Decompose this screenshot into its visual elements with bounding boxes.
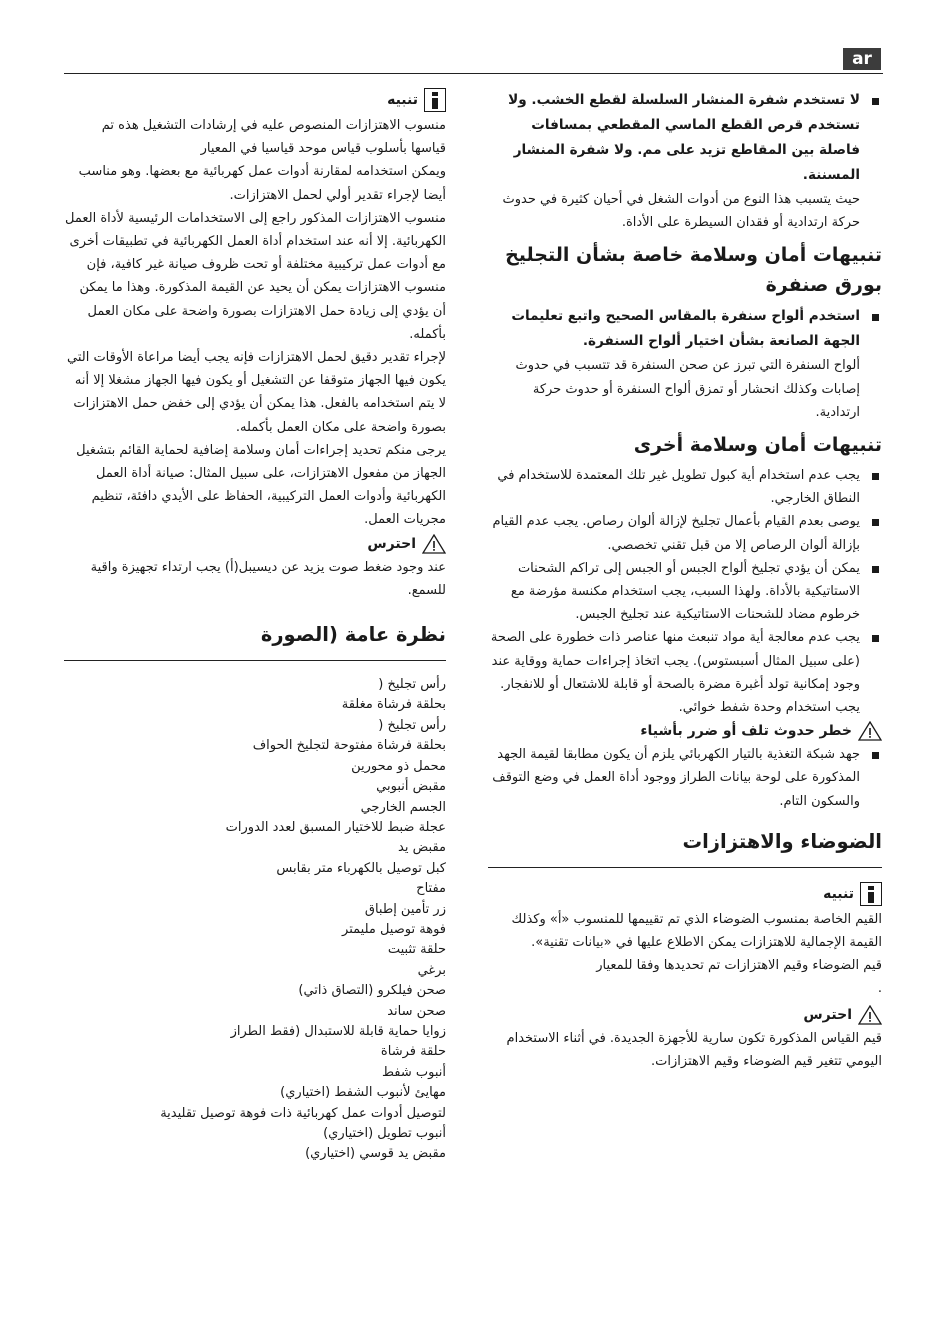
list-item: حلقة تثبيت bbox=[387, 942, 446, 958]
list-item: زوايا حماية قابلة للاستبدال (فقط الطراز bbox=[230, 1023, 446, 1039]
list-item-text: يجب عدم معالجة أية مواد تنبعث منها عناصر ذات خطورة على الصحة (على سبيل المثال أسبستوس). يجب اتخاذ إجراءات حماية ووقاية عند وجود إمكانية تولد أغبرة مضرة بالصحة أو قابلة للاشتعال أو للانفجار. يجب استخدام وحدة شفط خوائي. bbox=[490, 630, 860, 716]
list-item bbox=[488, 464, 882, 510]
list-item: مهايئ لأنبوب الشفط (اختياري) bbox=[280, 1085, 446, 1101]
noise-standard-end: . bbox=[877, 981, 882, 997]
info-icon bbox=[424, 88, 446, 112]
list-item bbox=[488, 510, 882, 556]
noise-standard: قيم الضوضاء وقيم الاهتزازات تم تحديدها وفقا للمعيار bbox=[596, 958, 882, 974]
caution-label: احترس bbox=[803, 1006, 852, 1023]
right-column bbox=[488, 88, 882, 1073]
list-item: مقبض أنبوبي bbox=[376, 779, 446, 795]
list-item: فوهة توصيل مليمتر bbox=[342, 921, 446, 937]
list-item: مفتاح bbox=[416, 881, 446, 897]
warning-explanation: ألواح السنفرة التي تبرز عن صحن السنفرة قد تتسبب في حدوث إصابات وكذلك انحشار أو تمزق ألواح السنفرة أو حدوث حركة ارتدادية. bbox=[515, 358, 860, 420]
vibration-paragraph: منسوب الاهتزازات المنصوص عليه في إرشادات التشغيل هذه تم قياسها بأسلوب قياس موحد قياسيا في المعيار bbox=[101, 118, 446, 157]
list-item-text: يجب عدم استخدام أية كبول تطويل غير تلك المعتمدة للاستخدام في النطاق الخارجي. bbox=[497, 468, 860, 507]
list-item: برغي bbox=[417, 962, 446, 978]
list-item: عجلة ضبط للاختيار المسبق لعدد الدورات bbox=[225, 819, 446, 835]
list-item: صحن فيلكرو (التصاق ذاتي) bbox=[298, 983, 446, 999]
list-item: كبل توصيل بالكهرباء متر بقابس bbox=[276, 860, 446, 876]
bullet-square-icon bbox=[872, 98, 879, 105]
list-item: لتوصيل أدوات عمل كهربائية ذات فوهة توصيل تقليدية bbox=[160, 1105, 446, 1121]
list-item bbox=[488, 743, 882, 813]
list-item bbox=[488, 626, 882, 719]
warning-triangle-icon bbox=[858, 1005, 882, 1025]
heading-noise-vibration: الضوضاء والاهتزازات bbox=[682, 829, 882, 853]
danger-heading-text: خطر حدوث تلف أو ضرر بأشياء bbox=[640, 723, 852, 740]
list-item bbox=[488, 557, 882, 627]
bullet-sanding-sheets bbox=[488, 304, 882, 424]
list-item: الجسم الخارجي bbox=[360, 799, 446, 815]
noise-measurement-note: قيم القياس المذكورة تكون سارية للأجهزة الجديدة. في أثناء الاستخدام اليومي تتغير قيم الضوضاء وقيم الاهتزازات. bbox=[506, 1030, 882, 1069]
list-item: مقبض يد قوسي (اختياري) bbox=[305, 1146, 446, 1162]
bullet-square-icon bbox=[872, 519, 879, 526]
bullet-square-icon bbox=[872, 566, 879, 573]
caution-heading bbox=[64, 532, 446, 556]
caution-heading bbox=[488, 1003, 882, 1027]
list-item: أنبوب شفط bbox=[381, 1064, 446, 1080]
section-rule bbox=[488, 867, 882, 868]
list-item-text: يوصى بعدم القيام بأعمال تجليخ لإزالة ألوان رصاص. يجب عدم القيام بإزالة ألوان الرصاص إلا من قبل تقني تخصصي. bbox=[492, 514, 860, 553]
warning-bold-text: استخدم ألواح سنفرة بالمقاس الصحيح واتبع تعليمات الجهة الصانعة بشأن اختيار ألواح السنفرة. bbox=[511, 308, 860, 350]
list-item: بحلقة فرشاة مفتوحة لتجليخ الحواف bbox=[252, 738, 446, 754]
list-item: زر تأمين إطباق bbox=[364, 901, 446, 917]
warning-triangle-icon bbox=[858, 721, 882, 741]
left-column bbox=[64, 88, 446, 1165]
bullet-square-icon bbox=[872, 314, 879, 321]
note-label: تنبيه bbox=[387, 92, 418, 108]
section-rule bbox=[64, 660, 446, 661]
heading-other-safety: تنبيهات أمان وسلامة أخرى bbox=[633, 434, 882, 457]
bullet-square-icon bbox=[872, 473, 879, 480]
bullet-chain-saw bbox=[488, 88, 882, 234]
heading-sanding-safety: تنبيهات أمان وسلامة خاصة بشأن التجليخ بورق صنفرة bbox=[505, 244, 882, 297]
heading-overview: نظرة عامة (الصورة bbox=[260, 623, 446, 647]
note-label: تنبيه bbox=[823, 885, 854, 902]
hearing-protection-text: عند وجود ضغط صوت يزيد عن ديسيبل(أ) يجب ارتداء تجهيزة واقية للسمع. bbox=[90, 559, 446, 598]
vibration-paragraph: يرجى منكم تحديد إجراءات أمان وسلامة إضافية لحماية القائم بتشغيل الجهاز من مفعول الاهتزازات، على سبيل المثال: صيانة أداة العمل الكهربائية وأدوات العمل التركيبية، الحفاظ على الأيدي دافئة، تنظيم مجريات العمل. bbox=[76, 442, 446, 528]
list-item: رأس تجليخ ( bbox=[378, 677, 446, 693]
list-item-text: جهد شبكة التغذية بالتيار الكهربائي يلزم أن يكون مطابقا لقيمة الجهد المذكورة على لوحة بيانات الطراز ووجود أداة العمل في وضع التوقف والسكون التام. bbox=[492, 747, 860, 809]
list-item: محمل ذو محورين bbox=[351, 758, 446, 774]
note-heading bbox=[64, 88, 446, 112]
vibration-paragraph: ويمكن استخدامه لمقارنة أدوات عمل كهربائية مع بعضها. وهو مناسب أيضا لإجراء تقدير أولي لحمل الاهتزازات. bbox=[78, 164, 446, 203]
parts-list bbox=[64, 675, 446, 1165]
list-item-text: يمكن أن يؤدي تجليخ ألواح الجبس أو الجبس إلى تراكم الشحنات الاستاتيكية بالأداة. ولهذا السبب، يجب استخدام مكنسة مؤرضة مع خرطوم مضاد للشحنات الاستاتيكية عند تجليخ الجبس. bbox=[510, 560, 860, 623]
list-item: أنبوب تطويل (اختياري) bbox=[323, 1126, 446, 1141]
vibration-paragraph: منسوب الاهتزازات المذكور راجع إلى الاستخدامات الرئيسية لأداة العمل الكهربائية. إلا أنه عند استخدام أداة العمل الكهربائية في تطبيقات أخرى مع أدوات عمل تركيبية مختلفة أو تحت ظروف صيانة غير كافية، فإن منسوب الاهتزازات يمكن أن يحيد عن القيمة المذكورة. وهذا ما يمكن أن يؤدي إلى زيادة حمل الاهتزازات بصورة واضحة على مكان العمل بأكمله. bbox=[65, 210, 446, 342]
list-item: مقبض يد bbox=[398, 840, 446, 856]
list-item: صحن ساند bbox=[387, 1003, 446, 1019]
language-badge: ar bbox=[843, 48, 881, 70]
warning-bold-text: لا تستخدم شفرة المنشار السلسلة لقطع الخشب. ولا تستخدم قرص القطع الماسي المقطعي بمسافات فاصلة بين المقاطع تزيد على مم. ولا شفرة المنشار المسننة. bbox=[508, 92, 860, 183]
warning-triangle-icon bbox=[422, 534, 446, 554]
caution-label: احترس bbox=[367, 535, 416, 552]
list-item: حلقة فرشاة bbox=[380, 1044, 446, 1060]
warning-explanation: حيث يتسبب هذا النوع من أدوات الشغل في أحيان كثيرة في حدوث حركة ارتدادية أو فقدان السيطرة على الأداة. bbox=[502, 192, 860, 231]
bullet-square-icon bbox=[872, 752, 879, 759]
info-icon bbox=[860, 882, 882, 906]
note-heading bbox=[488, 882, 882, 906]
noise-paragraph: القيم الخاصة بمنسوب الضوضاء الذي تم تقييمها للمنسوب «أ» وكذلك القيمة الإجمالية للاهتزازات يمكن الاطلاع عليها في «بيانات تقنية». bbox=[511, 911, 882, 951]
bullet-square-icon bbox=[872, 635, 879, 642]
list-item: بحلقة فرشاة مغلقة bbox=[341, 697, 446, 713]
header-rule bbox=[64, 73, 883, 74]
danger-heading bbox=[488, 719, 882, 743]
list-item: رأس تجليخ ( bbox=[378, 717, 446, 733]
vibration-paragraph: لإجراء تقدير دقيق لحمل الاهتزازات فإنه يجب أيضا مراعاة الأوقات التي يكون فيها الجهاز متوقفا عن التشغيل أو يكون فيها الجهاز مشغلا إلا أنه لا يتم استخدامه بالفعل. هذا يمكن أن يؤدي إلى خفض حمل الاهتزازات بصورة واضحة على مكان العمل بأكمله. bbox=[66, 350, 446, 435]
